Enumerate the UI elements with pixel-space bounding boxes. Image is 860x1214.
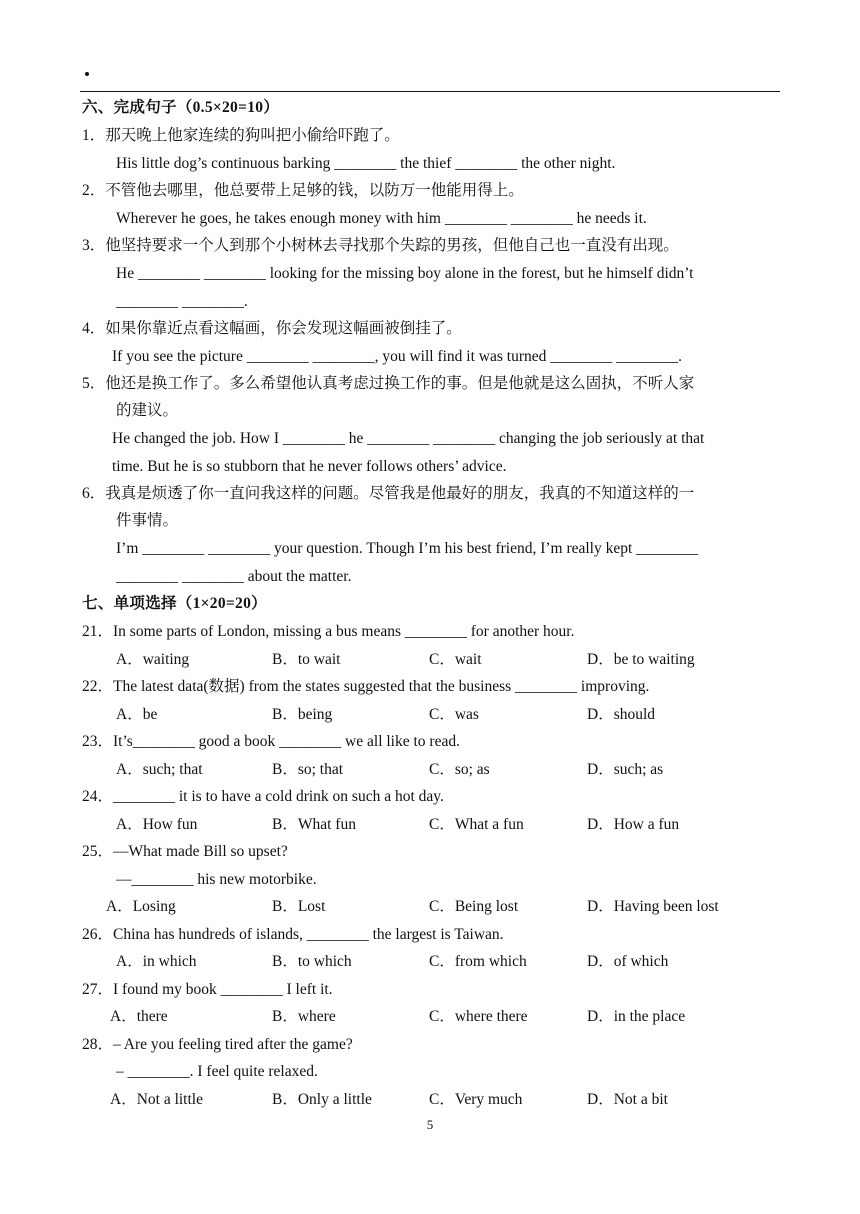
s6-item5-en-1: He changed the job. How I ________ he ________ ________ changing the job seriously at that — [112, 430, 705, 447]
q23-option-c[interactable]: C．so; as — [429, 761, 490, 778]
q25-option-c[interactable]: C．Being lost — [429, 898, 519, 915]
q24-text: 24．________ it is to have a cold drink on such a hot day. — [82, 788, 444, 805]
q22-option-a[interactable]: A．be — [116, 706, 158, 723]
s6-item2-cn: 2．不管他去哪里，他总要带上足够的钱，以防万一他能用得上。 — [82, 182, 524, 199]
s6-item2-en: Wherever he goes, he takes enough money with him ________ ________ he needs it. — [116, 210, 647, 227]
q23-option-a[interactable]: A．such; that — [116, 761, 203, 778]
s6-item6-cn: 6．我真是烦透了你一直问我这样的问题。尽管我是他最好的朋友，我真的不知道这样的一 — [82, 485, 695, 502]
s6-item6-cn-cont: 件事情。 — [116, 512, 179, 529]
q25-option-d[interactable]: D．Having been lost — [587, 898, 719, 915]
q28-option-c[interactable]: C．Very much — [429, 1091, 523, 1108]
q27-option-b[interactable]: B．where — [272, 1008, 336, 1025]
s6-item6-en-1: I’m ________ ________ your question. Though I’m his best friend, I’m really kept ________ — [116, 540, 699, 557]
q24-option-d[interactable]: D．How a fun — [587, 816, 680, 833]
q28-text: 28．– Are you feeling tired after the game? — [82, 1036, 353, 1053]
s6-item5-cn: 5．他还是换工作了。多么希望他认真考虑过换工作的事。但是他就是这么固执，不听人家 — [82, 375, 695, 392]
s6-item4-cn: 4．如果你靠近点看这幅画，你会发现这幅画被倒挂了。 — [82, 320, 462, 337]
q27-option-d[interactable]: D．in the place — [587, 1008, 686, 1025]
q26-option-a[interactable]: A．in which — [116, 953, 197, 970]
s6-item1-en: His little dog’s continuous barking ________ the thief ________ the other night. — [116, 155, 616, 172]
s6-item5-cn-cont: 的建议。 — [116, 402, 179, 419]
header-dot — [85, 72, 89, 76]
s6-item4-en: If you see the picture ________ ________, you will find it was turned ________ ________. — [112, 348, 682, 365]
q23-option-d[interactable]: D．such; as — [587, 761, 664, 778]
page-number: 5 — [426, 1117, 434, 1132]
q26-option-b[interactable]: B．to which — [272, 953, 352, 970]
section6-title: 六、完成句子（0.5×20=10） — [82, 99, 280, 116]
s6-item6-en-2: ________ ________ about the matter. — [116, 568, 352, 585]
q22-option-b[interactable]: B．being — [272, 706, 333, 723]
q26-option-c[interactable]: C．from which — [429, 953, 527, 970]
q23-option-b[interactable]: B．so; that — [272, 761, 344, 778]
q25-text: 25．—What made Bill so upset? — [82, 843, 288, 860]
q21-option-c[interactable]: C．wait — [429, 651, 482, 668]
s6-item3-en-1: He ________ ________ looking for the missing boy alone in the forest, but he himself didn’t — [116, 265, 694, 282]
q26-text: 26．China has hundreds of islands, ________ the largest is Taiwan. — [82, 926, 504, 943]
q25-option-b[interactable]: B．Lost — [272, 898, 326, 915]
s6-item3-en-2: ________ ________. — [116, 293, 248, 310]
q24-option-b[interactable]: B．What fun — [272, 816, 356, 833]
q21-option-b[interactable]: B．to wait — [272, 651, 341, 668]
s6-item3-cn: 3．他坚持要求一个人到那个小树林去寻找那个失踪的男孩，但他自己也一直没有出现。 — [82, 237, 679, 254]
q27-option-c[interactable]: C．where there — [429, 1008, 528, 1025]
q24-option-c[interactable]: C．What a fun — [429, 816, 524, 833]
section7-title: 七、单项选择（1×20=20） — [82, 595, 267, 612]
q28-option-d[interactable]: D．Not a bit — [587, 1091, 668, 1108]
q22-option-c[interactable]: C．was — [429, 706, 479, 723]
header-rule — [80, 91, 780, 92]
s6-item1-cn: 1．那天晚上他家连续的狗叫把小偷给吓跑了。 — [82, 127, 400, 144]
q26-option-d[interactable]: D．of which — [587, 953, 669, 970]
q28-option-a[interactable]: A．Not a little — [110, 1091, 203, 1108]
q25-option-a[interactable]: A．Losing — [106, 898, 176, 915]
q22-option-d[interactable]: D．should — [587, 706, 656, 723]
q24-option-a[interactable]: A．How fun — [116, 816, 198, 833]
q21-text: 21．In some parts of London, missing a bus means ________ for another hour. — [82, 623, 575, 640]
q23-text: 23．It’s________ good a book ________ we all like to read. — [82, 733, 460, 750]
q27-option-a[interactable]: A．there — [110, 1008, 168, 1025]
q25-text-cont: —________ his new motorbike. — [116, 871, 317, 888]
q21-option-a[interactable]: A．waiting — [116, 651, 190, 668]
q27-text: 27．I found my book ________ I left it. — [82, 981, 333, 998]
q21-option-d[interactable]: D．be to waiting — [587, 651, 695, 668]
s6-item5-en-2: time. But he is so stubborn that he never follows others’ advice. — [112, 458, 507, 475]
q28-option-b[interactable]: B．Only a little — [272, 1091, 372, 1108]
q28-text-cont: – ________. I feel quite relaxed. — [116, 1063, 318, 1080]
q22-text: 22．The latest data(数据) from the states suggested that the business ________ improving. — [82, 678, 650, 695]
